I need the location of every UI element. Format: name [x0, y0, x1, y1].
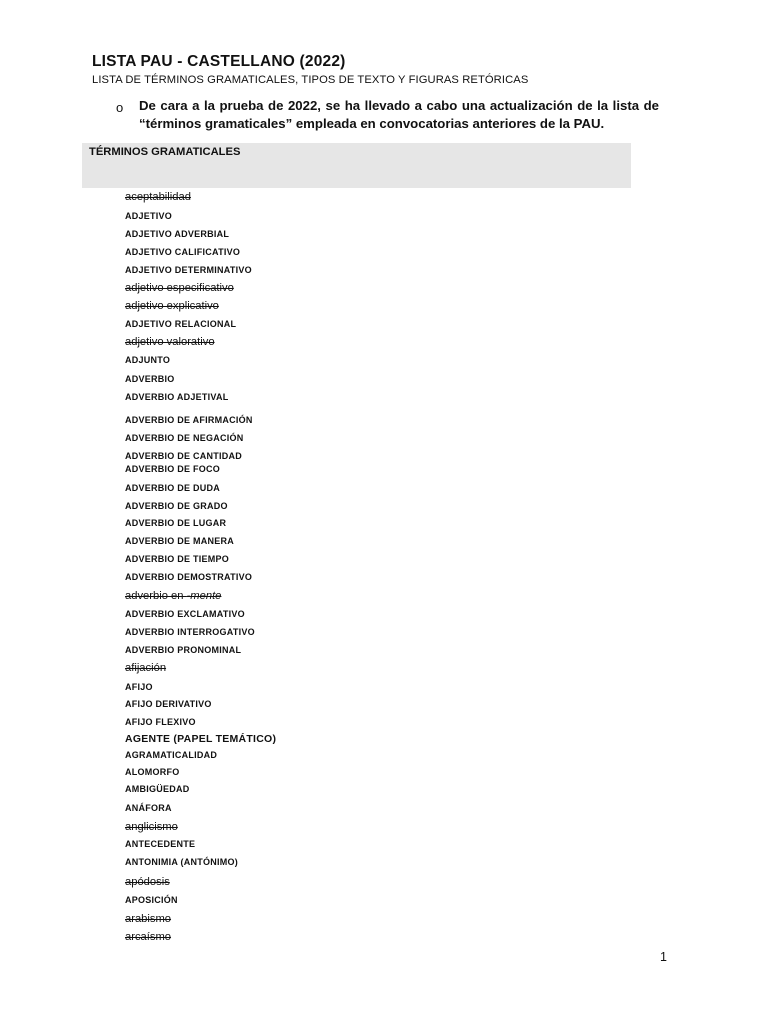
term-item: ADVERBIO DE AFIRMACIÓN: [125, 415, 253, 425]
term-item: ADVERBIO INTERROGATIVO: [125, 627, 255, 637]
term-item: ADVERBIO DE CANTIDAD: [125, 451, 243, 461]
term-item: ADVERBIO: [125, 374, 175, 384]
terms-list: [125, 0, 545, 1024]
term-item: ALOMORFO: [125, 767, 180, 777]
term-item: ADJETIVO CALIFICATIVO: [125, 247, 241, 257]
term-item: ADVERBIO EXCLAMATIVO: [125, 609, 245, 619]
term-item: ADJETIVO ADVERBIAL: [125, 229, 230, 239]
term-item: adjetivo valorativo: [125, 336, 215, 348]
term-item: ANTONIMIA (ANTÓNIMO): [125, 857, 238, 867]
term-item: arabismo: [125, 913, 172, 925]
document-subtitle: LISTA DE TÉRMINOS GRAMATICALES, TIPOS DE TEXTO Y FIGURAS RETÓRICAS: [92, 74, 529, 86]
term-item: ADVERBIO PRONOMINAL: [125, 645, 242, 655]
term-item: anglicismo: [125, 821, 178, 833]
term-item: AFIJO DERIVATIVO: [125, 699, 212, 709]
term-item: ADVERBIO DE GRADO: [125, 501, 228, 511]
term-item: APOSICIÓN: [125, 895, 178, 905]
term-item: ANTECEDENTE: [125, 839, 196, 849]
section-title: TÉRMINOS GRAMATICALES: [89, 146, 241, 158]
term-item: adjetivo especificativo: [125, 282, 234, 294]
term-suffix: -mente: [186, 590, 222, 602]
term-item: ADJETIVO RELACIONAL: [125, 319, 237, 329]
term-item: ADVERBIO DE MANERA: [125, 536, 235, 546]
term-item: ADVERBIO DE NEGACIÓN: [125, 433, 244, 443]
term-item: ANÁFORA: [125, 803, 172, 813]
term-item: ADJETIVO: [125, 211, 173, 221]
term-item: aceptabilidad: [125, 191, 191, 203]
term-item: AGENTE (PAPEL TEMÁTICO): [125, 733, 277, 745]
term-item: ADVERBIO DE TIEMPO: [125, 554, 230, 564]
term-item: ADJUNTO: [125, 355, 171, 365]
term-item: AMBIGÜEDAD: [125, 784, 190, 794]
bullet-marker: o: [116, 100, 124, 115]
term-item: arcaísmo: [125, 931, 172, 943]
term-item: adjetivo explicativo: [125, 300, 219, 312]
term-item: ADVERBIO DE LUGAR: [125, 518, 227, 528]
intro-paragraph: De cara a la prueba de 2022, se ha llevado a cabo una actualización de la lista de “términos gramaticales” empleada en convocatorias anteriores de la PAU.: [139, 98, 659, 131]
term-item: ADVERBIO DEMOSTRATIVO: [125, 572, 253, 582]
term-item: AGRAMATICALIDAD: [125, 750, 218, 760]
term-item: ADVERBIO DE FOCO: [125, 464, 221, 474]
term-item: apódosis: [125, 876, 170, 888]
term-item: ADJETIVO DETERMINATIVO: [125, 265, 252, 275]
term-item: ADVERBIO DE DUDA: [125, 483, 221, 493]
term-item: AFIJO: [125, 682, 153, 692]
term-item: adverbio en -mente: [125, 590, 222, 602]
term-item: afijación: [125, 662, 167, 674]
page-number: 1: [660, 950, 667, 964]
term-item: AFIJO FLEXIVO: [125, 717, 196, 727]
document-title: LISTA PAU - CASTELLANO (2022): [92, 53, 346, 70]
term-item: ADVERBIO ADJETIVAL: [125, 392, 229, 402]
